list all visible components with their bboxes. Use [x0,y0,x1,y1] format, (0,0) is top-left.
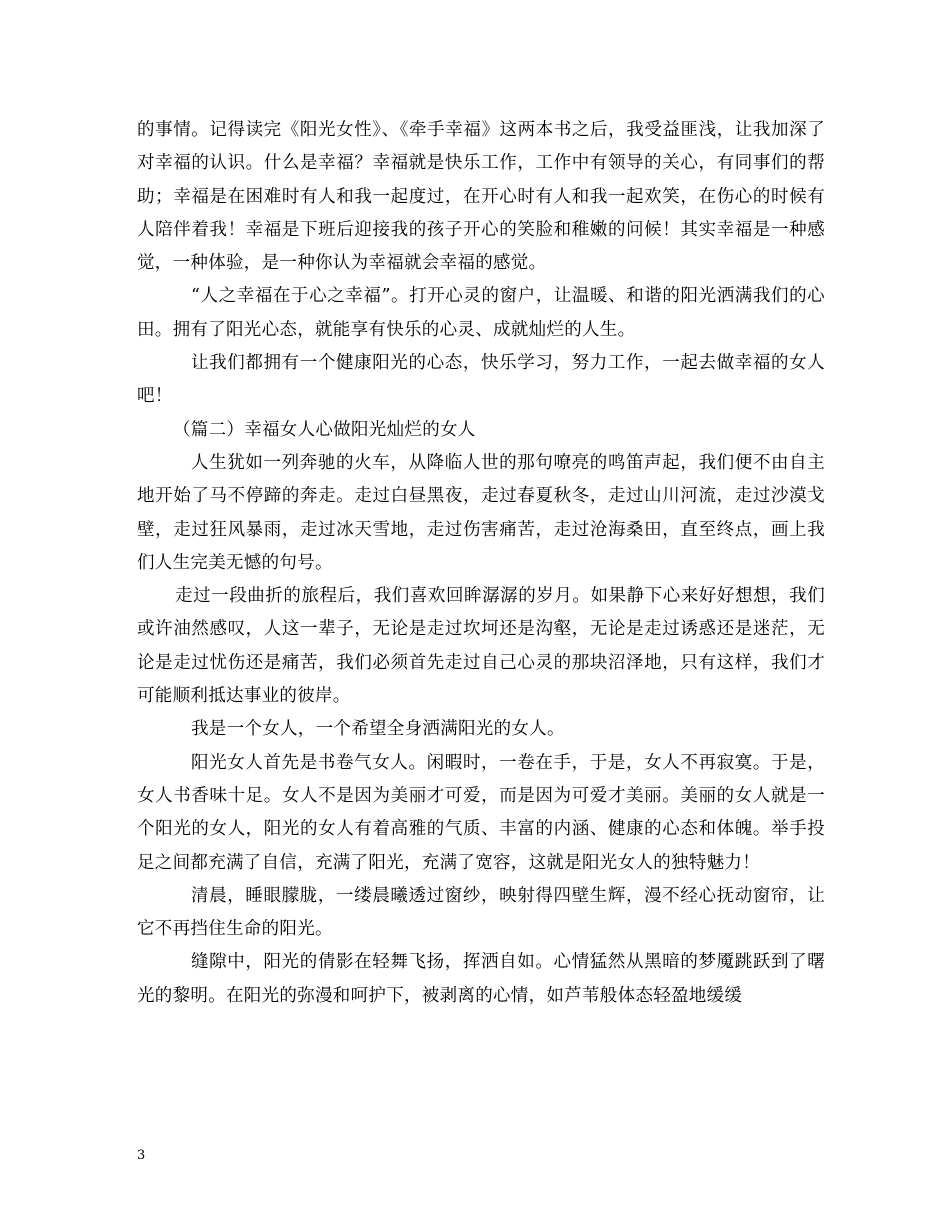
paragraph-6: 我是一个女人，一个希望全身洒满阳光的女人。 [191,719,565,740]
document-body [137,114,825,1013]
paragraph-7: 阳光女人首先是书卷气女人。闲暇时，一卷在手，于是，女人不再寂寞。于是，女人书香味十足。女人不是因为美丽才可爱，而是因为可爱才美丽。美丽的女人就是一个阳光的女人，阳光的女人有着高雅的气质、丰富的内涵、健康的心态和体魄。举手投足之间都充满了自信，充满了阳光，充满了宽容，这就是阳光女人的独特魅力！ [137,752,825,873]
paragraph-8: 清晨，睡眼朦胧，一缕晨曦透过窗纱，映射得四壁生辉，漫不经心抚动窗帘，让它不再挡住生命的阳光。 [137,885,825,940]
paragraph-9: 缝隙中，阳光的倩影在轻舞飞扬，挥洒自如。心情猛然从黑暗的梦魇跳跃到了曙光的黎明。在阳光的弥漫和呵护下，被剥离的心情，如芦苇般体态轻盈地缓缓 [137,952,825,1006]
paragraph-3: 让我们都拥有一个健康阳光的心态，快乐学习，努力工作，一起去做幸福的女人吧！ [137,353,825,407]
paragraph-2: “人之幸福在于心之幸福”。打开心灵的窗户，让温暖、和谐的阳光洒满我们的心田。拥有了阳光心态，就能享有快乐的心灵、成就灿烂的人生。 [137,286,825,340]
page-number: 3 [137,1148,146,1163]
paragraph-5: 走过一段曲折的旅程后，我们喜欢回眸潺潺的岁月。如果静下心来好好想想，我们或许油然感叹，人这一辈子，无论是走过坎坷还是沟壑，无论是走过诱惑还是迷茫，无论是走过忧伤还是痛苦，我们必须首先走过自己心灵的那块沼泽地，只有这样，我们才可能顺利抵达事业的彼岸。 [137,586,825,707]
paragraph-1: 的事情。记得读完《阳光女性》、《牵手幸福》这两本书之后，我受益匪浅，让我加深了对幸福的认识。什么是幸福？幸福就是快乐工作，工作中有领导的关心，有同事们的帮助；幸福是在困难时有人和我一起度过，在开心时有人和我一起欢笑，在伤心的时候有人陪伴着我！幸福是下班后迎接我的孩子开心的笑脸和稚嫩的问候！其实幸福是一种感觉，一种体验，是一种你认为幸福就会幸福的感觉。 [137,120,825,274]
section-heading: （篇二）幸福女人心做阳光灿烂的女人 [173,419,476,440]
paragraph-4: 人生犹如一列奔驰的火车，从降临人世的那句嘹亮的鸣笛声起，我们便不由自主地开始了马不停蹄的奔走。走过白昼黑夜，走过春夏秋冬，走过山川河流，走过沙漠戈壁，走过狂风暴雨，走过冰天雪地，走过伤害痛苦，走过沧海桑田，直至终点，画上我们人生完美无憾的句号。 [137,452,825,573]
